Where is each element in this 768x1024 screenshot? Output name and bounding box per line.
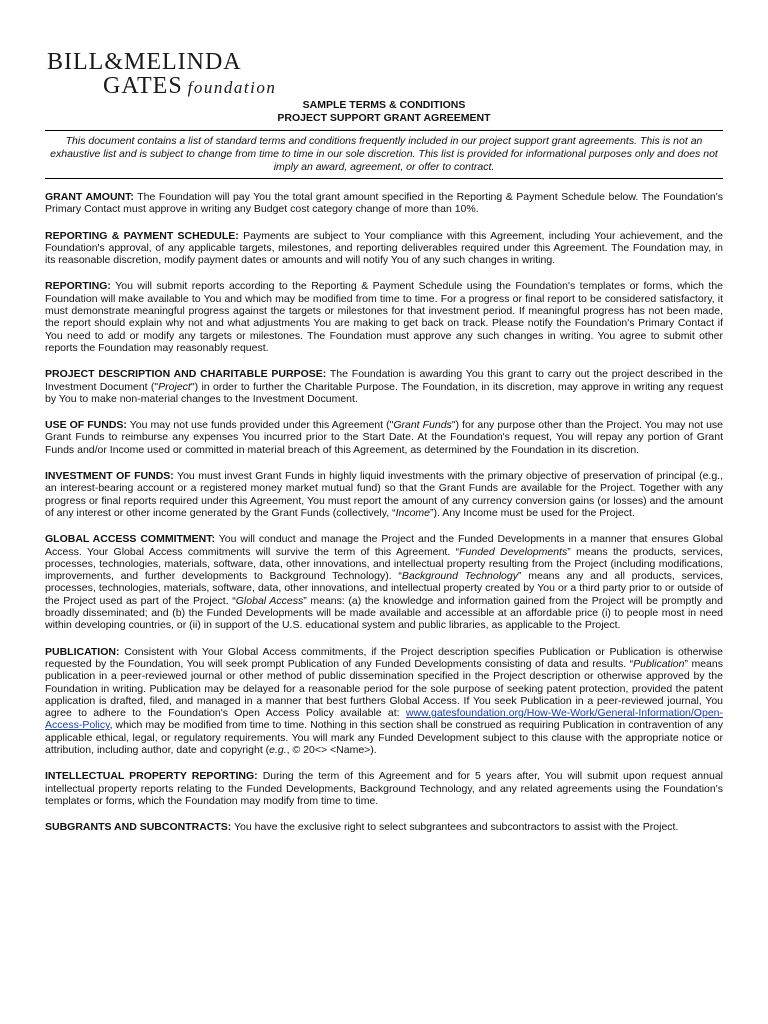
section-intellectual-property-reporting [45, 770, 723, 807]
defined-term: Funded Developments [459, 545, 568, 558]
section-body: ”). Any Income must be used for the Project. [430, 506, 635, 519]
section-body: You will conduct and manage the Project and the Funded Developments in a manner that ensures Global Access. Your Global Access commitments will survive the term of this Agreement. “ [45, 533, 723, 558]
section-body: You have the exclusive right to select subgrantees and subcontractors to assist with the Project. [234, 821, 679, 834]
terms-sections [45, 191, 723, 847]
section-project-description [45, 368, 723, 405]
section-body: ” means: (a) the knowledge and information gained from the Project will be promptly and broadly disseminated; and (b) the Funded Developments will be made available and accessible at an affordable price (i) to people most in need within developing countries, or (ii) in support of the U.S. educational system and public libraries, as applicable to the Project. [45, 594, 723, 632]
section-grant-amount [45, 191, 723, 216]
section-body: ” means any and all products, services, processes, technologies, materials, software, data, other innovations, and intellectual property created by You or a third party prior to or outside of the Project used as part of the Project. “ [45, 570, 723, 607]
section-heading: PUBLICATION: [45, 645, 120, 658]
section-body: Consistent with Your Global Access commitments, if the Project description specifies Publication or Publication is otherwise requested by the Foundation, You will seek prompt Publication of any Funded Developments consisting of data and results. “ [45, 645, 723, 670]
abbreviation: e.g. [269, 743, 287, 756]
section-heading: PROJECT DESCRIPTION AND CHARITABLE PURPOSE: [45, 368, 327, 381]
defined-term: Project [158, 380, 191, 393]
section-use-of-funds [45, 419, 723, 456]
section-body: ") for any purpose other than the Project. You may not use Grant Funds to reimburse any expenses You incurred prior to the Start Date. At the Foundation's request, You will repay any portion of Grant Funds and/or Income used or committed in material breach of this Agreement, as determined by the Foundation in its discretion. [45, 419, 723, 456]
disclaimer-text: This document contains a list of standard terms and conditions frequently included in our project support grant agreements. This is not an exhaustive list and is subject to change from time to time in our sole discretion. This list is provided for informational purposes only and does not imply an award, agreement, or offer to contract. [50, 135, 718, 173]
section-heading: INVESTMENT OF FUNDS: [45, 470, 174, 483]
section-body: , © 20<> <Name>). [286, 743, 377, 756]
section-body: The Foundation is awarding You this grant to carry out the project described in the Investment Document (" [45, 368, 723, 393]
section-body: During the term of this Agreement and for 5 years after, You will submit upon request annual intellectual property reports relating to the Funded Developments, Background Technology, and any related agreements using the Foundation's templates or forms, which the Foundation may modify from time to time. [45, 770, 723, 807]
section-global-access-commitment [45, 533, 723, 631]
section-heading: SUBGRANTS AND SUBCONTRACTS: [45, 821, 232, 834]
section-body: Payments are subject to Your compliance with this Agreement, including Your achievement, and the Foundation's approval, of any applicable targets, milestones, and reporting deliverables required under this Agreement. The Foundation may, in its reasonable discretion, modify payment dates or amounts and will notify You of any such changes in writing. [45, 229, 723, 267]
section-heading: USE OF FUNDS: [45, 419, 127, 432]
disclaimer-top-rule [45, 130, 723, 131]
section-reporting [45, 280, 723, 354]
section-body: ” means publication in a peer-reviewed journal or other method of public dissemination specified in the Project description or otherwise approved by the Foundation in writing. Publication may be delayed for a reasonable period for the sole purpose of seeking patent protection, provided the patent application is drafted, filed, and managed in a manner that best furthers Global Access. If You seek Publication in a peer-reviewed journal, You agree to adhere to the Foundation's Open Access Policy available at: [45, 657, 723, 720]
section-investment-of-funds [45, 470, 723, 519]
logo-gates: GATES [103, 73, 183, 99]
section-heading: REPORTING: [45, 280, 111, 293]
defined-term: Publication [633, 657, 685, 670]
defined-term: Background Technology [401, 570, 518, 583]
document-title: SAMPLE TERMS & CONDITIONS [302, 99, 466, 111]
section-body: ") in order to further the Charitable Purpose. The Foundation, in its discretion, may approve in writing any request by You to make non-material changes to the Investment Document. [45, 380, 723, 405]
logo-line-2 [103, 74, 276, 101]
section-reporting-payment-schedule [45, 230, 723, 267]
disclaimer-bottom-rule [45, 178, 723, 179]
defined-term: Grant Funds [393, 419, 452, 432]
section-heading: GLOBAL ACCESS COMMITMENT: [45, 533, 216, 546]
section-body: You must invest Grant Funds in highly liquid investments with the primary objective of preservation of principal (e.g., an interest-bearing account or a registered money market mutual fund) so that the Grant Funds are available for the Project. Together with any progress or final reports required under this Agreement, You must report the amount of any currency conversion gains (or losses) and the amount of any interest or other income generated by the Grant Funds (collectively, “ [45, 470, 723, 519]
logo-foundation: foundation [187, 78, 277, 97]
document-subtitle: PROJECT SUPPORT GRANT AGREEMENT [277, 112, 491, 124]
section-body: The Foundation will pay You the total grant amount specified in the Reporting & Payment Schedule below. The Foundation's Primary Contact must approve in writing any Budget cost category change of more than 10%. [45, 191, 724, 216]
defined-term: Income [395, 506, 430, 519]
section-body: You will submit reports according to the Reporting & Payment Schedule using the Foundation's templates or forms, which the Foundation will make available to You and which may be modified from time to time. For a progress or final report to be considered satisfactory, it must demonstrate meaningful progress against the targets or milestones for that investment period. If meaningful progress has not been made, the report should explain why not and what adjustments You are making to get back on track. Please notify the Foundation's Primary Contact if You need to add or modify any targets or milestones. The Foundation must approve any such changes in writing. You agree to submit other reports the Foundation may reasonably request. [45, 280, 723, 354]
section-body: , which may be modified from time to time. Nothing in this section shall be construed as requiring Publication in contravention of any applicable ethical, legal, or regulatory requirements. You will mark any Funded Development subject to this clause with the appropriate notice or attribution, including author, date and copyright ( [45, 719, 723, 756]
section-heading: GRANT AMOUNT: [45, 191, 134, 203]
section-heading: REPORTING & PAYMENT SCHEDULE: [45, 229, 239, 242]
defined-term: Global Access [235, 594, 304, 607]
logo-line-1: BILL&MELINDA [47, 49, 242, 75]
section-heading: INTELLECTUAL PROPERTY REPORTING: [45, 770, 258, 783]
section-body: You may not use funds provided under this Agreement (" [129, 419, 394, 432]
section-publication [45, 646, 723, 757]
foundation-logo [47, 50, 287, 102]
open-access-policy-link[interactable]: www.gatesfoundation.org/How-We-Work/General-Information/Open-Access-Policy [45, 707, 723, 732]
section-subgrants-subcontracts [45, 821, 723, 833]
section-body: ” means the products, services, processes, technologies, materials, software, data, other innovations, and intellectual property resulting from the Project (including modifications, improvements, and further developments to Background Technology). “ [45, 545, 723, 583]
